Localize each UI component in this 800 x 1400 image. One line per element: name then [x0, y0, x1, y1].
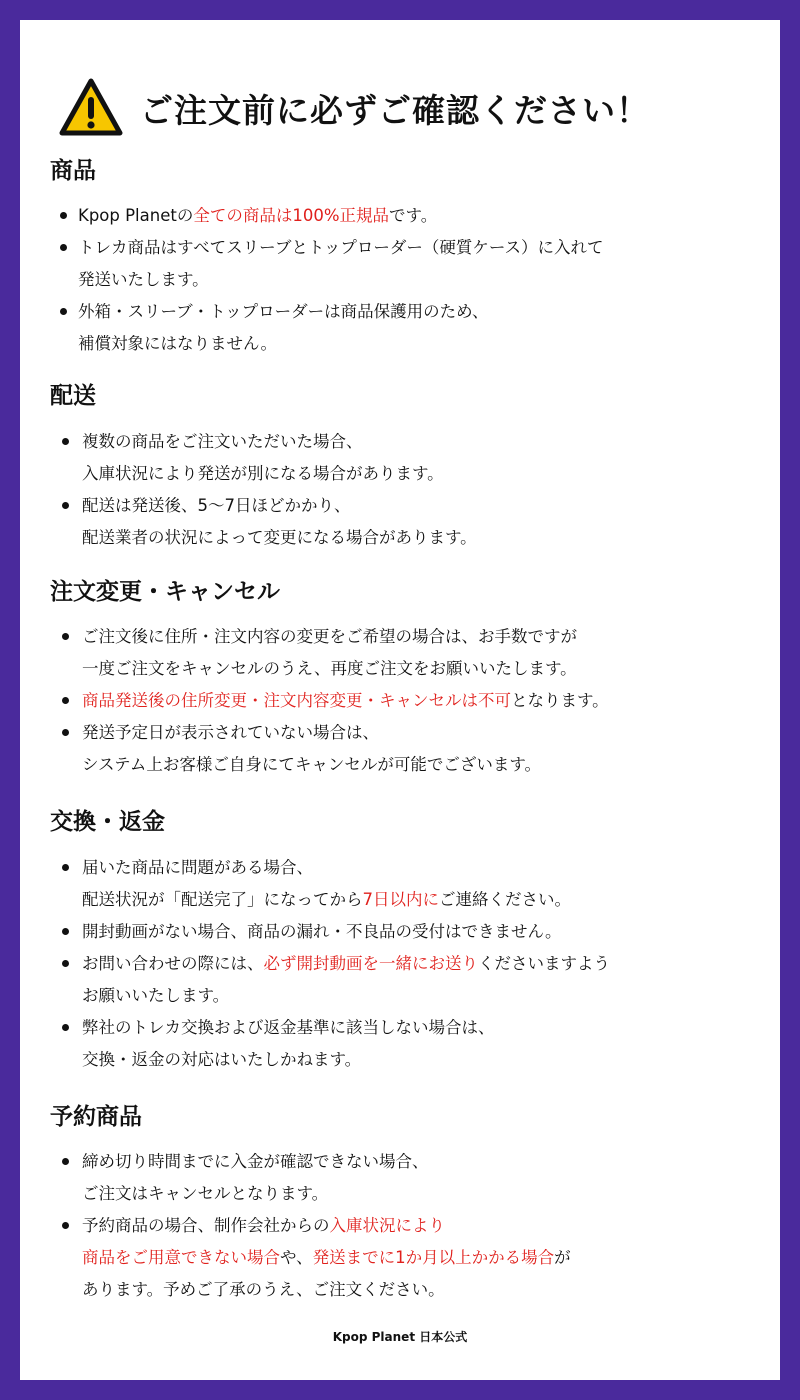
section-title-product: 商品	[50, 158, 96, 184]
notice-card	[20, 20, 780, 1380]
list-item: 締め切り時間までに入金が確認できない場合、 ご注文はキャンセルとなります。	[50, 1146, 571, 1210]
list-item: 届いた商品に問題がある場合、 配送状況が「配送完了」になってから7日以内にご連絡ください。	[50, 852, 610, 916]
warning-triangle-icon	[58, 77, 124, 139]
list-item: Kpop Planetの全ての商品は100%正規品です。	[50, 200, 604, 232]
preorder-list	[50, 1146, 571, 1306]
highlight-text: 必ず開封動画を一緒にお送り	[263, 954, 478, 973]
list-item: 外箱・スリーブ・トップローダーは商品保護用のため、 補償対象にはなりません。	[50, 296, 604, 360]
highlight-text: 商品をご用意できない場合	[82, 1248, 280, 1267]
highlight-text: 7日以内に	[362, 890, 439, 909]
list-item: 発送予定日が表示されていない場合は、 システム上お客様ご自身にてキャンセルが可能でございます。	[50, 717, 609, 781]
page-title: ご注文前に必ずご確認ください！	[140, 90, 650, 130]
product-list	[50, 200, 604, 360]
list-item: 複数の商品をご注文いただいた場合、 入庫状況により発送が別になる場合があります。	[50, 426, 477, 490]
list-item: 予約商品の場合、制作会社からの入庫状況により 商品をご用意できない場合や、発送までに1か月以上かかる場合が あります。予めご了承のうえ、ご注文ください。	[50, 1210, 571, 1306]
highlight-text: 入庫状況により	[329, 1216, 445, 1235]
exchange-list	[50, 852, 610, 1076]
list-item: お問い合わせの際には、必ず開封動画を一緒にお送りくださいますよう お願いいたします。	[50, 948, 610, 1012]
list-item: 開封動画がない場合、商品の漏れ・不良品の受付はできません。	[50, 916, 610, 948]
list-item: 商品発送後の住所変更・注文内容変更・キャンセルは不可となります。	[50, 685, 609, 717]
footer-brand: Kpop Planet 日本公式	[332, 1330, 468, 1344]
highlight-text: 商品発送後の住所変更・注文内容変更・キャンセルは不可	[82, 691, 511, 710]
section-title-exchange-refund: 交換・返金	[50, 809, 165, 835]
list-item: トレカ商品はすべてスリーブとトップローダー（硬質ケース）に入れて 発送いたします。	[50, 232, 604, 296]
highlight-text: 全ての商品は100%正規品	[193, 206, 390, 225]
shipping-list	[50, 426, 477, 554]
section-title-shipping: 配送	[50, 383, 96, 409]
notice-header	[58, 76, 650, 140]
order-change-list	[50, 621, 609, 781]
list-item: ご注文後に住所・注文内容の変更をご希望の場合は、お手数ですが 一度ご注文をキャンセルのうえ、再度ご注文をお願いいたします。	[50, 621, 609, 685]
section-title-preorder: 予約商品	[50, 1104, 142, 1130]
section-title-order-change: 注文変更・キャンセル	[50, 579, 280, 605]
list-item: 配送は発送後、5〜7日ほどかかり、 配送業者の状況によって変更になる場合があります。	[50, 490, 477, 554]
list-item: 弊社のトレカ交換および返金基準に該当しない場合は、 交換・返金の対応はいたしかねます。	[50, 1012, 610, 1076]
highlight-text: 発送までに1か月以上かかる場合	[312, 1248, 555, 1267]
